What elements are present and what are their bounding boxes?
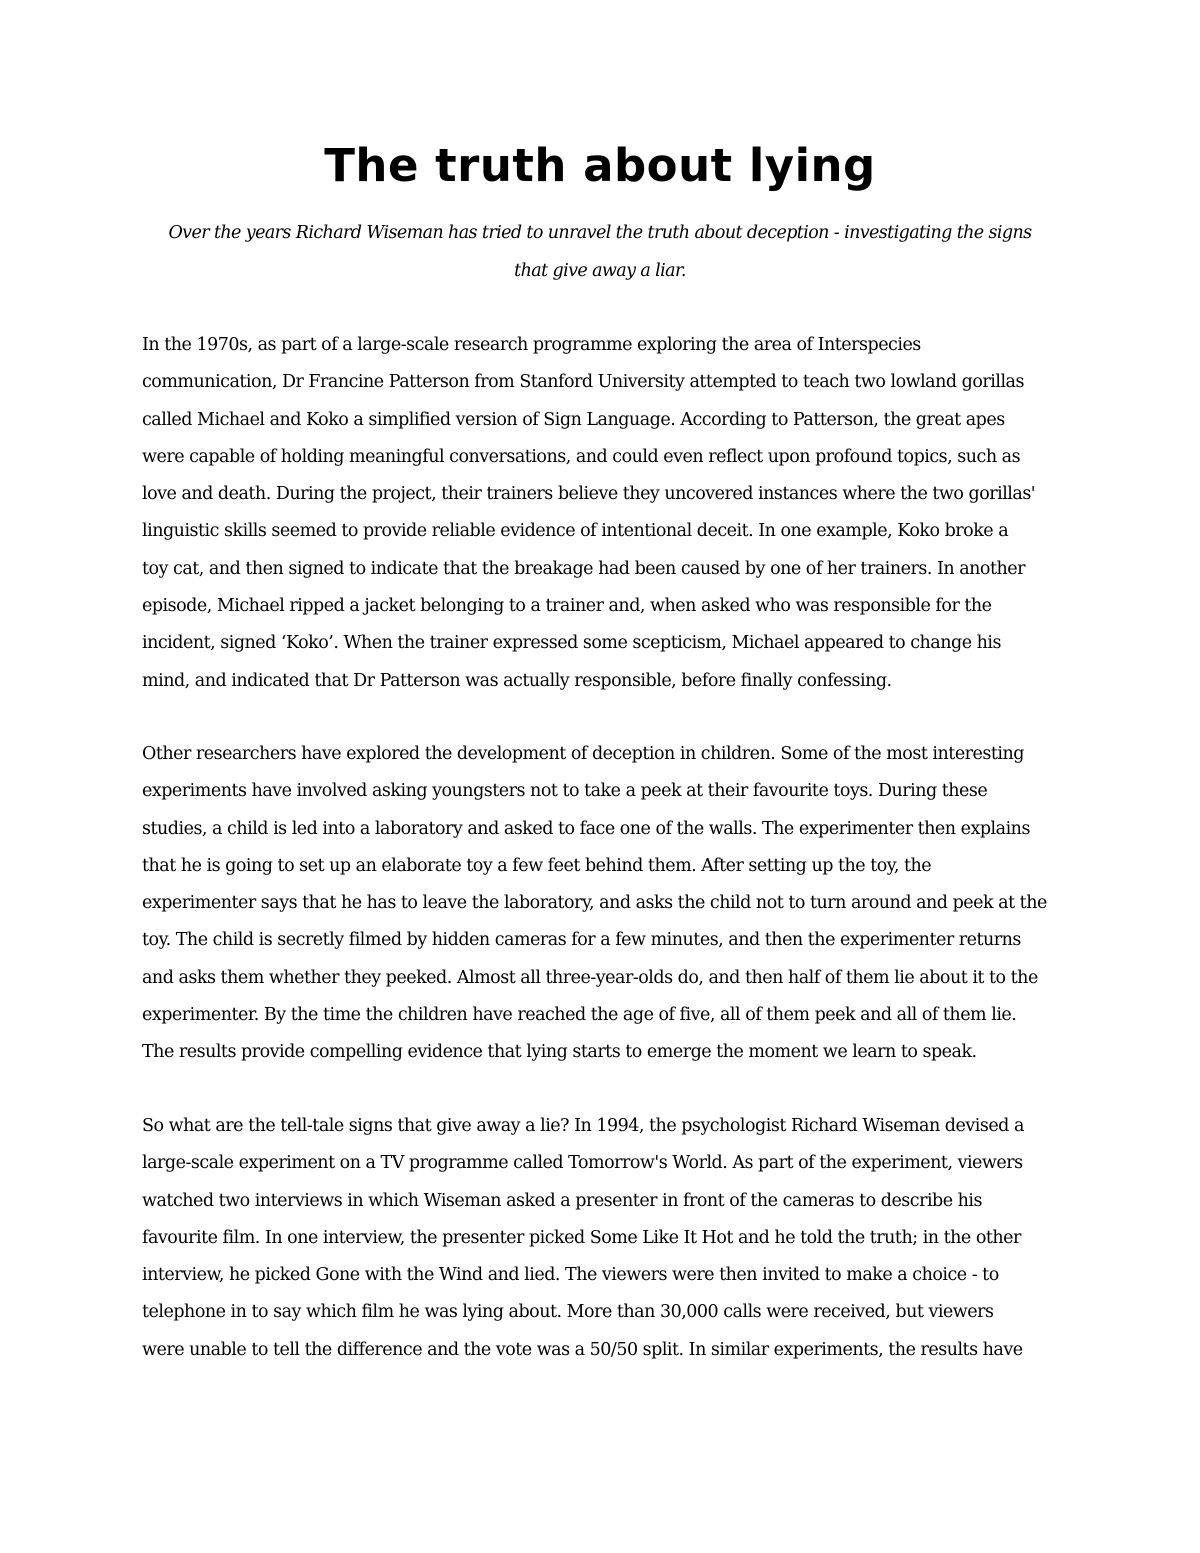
document-subtitle bbox=[140, 214, 1060, 290]
paragraph-line: were unable to tell the difference and the vote was a 50/50 split. In similar experiments, the results have bbox=[142, 1339, 1023, 1360]
paragraph-line: Other researchers have explored the development of deception in children. Some of the most interesting bbox=[142, 744, 1024, 764]
paragraph-line: called Michael and Koko a simplified version of Sign Language. According to Patterson, the great apes bbox=[142, 409, 1005, 430]
paragraph-line: experimenter. By the time the children have reached the age of five, all of them peek and all of them lie. bbox=[142, 1005, 1017, 1026]
document-title: The truth about lying bbox=[324, 139, 876, 192]
paragraph-line: In the 1970s, as part of a large-scale research programme exploring the area of Interspecies bbox=[142, 335, 921, 355]
subtitle-line: that give away a liar. bbox=[514, 261, 686, 281]
paragraph-line: and asks them whether they peeked. Almost all three-year-olds do, and then half of them lie about it to the bbox=[142, 967, 1038, 988]
paragraph-line: love and death. During the project, their trainers believe they uncovered instances where the two gorillas' bbox=[142, 484, 1036, 505]
paragraph-line: interview, he picked Gone with the Wind and lied. The viewers were then invited to make a choice - to bbox=[142, 1265, 999, 1286]
paragraph-line: telephone in to say which film he was lying about. More than 30,000 calls were received, but viewers bbox=[142, 1302, 994, 1323]
subtitle-line: Over the years Richard Wiseman has tried to unravel the truth about deception - investigating the signs bbox=[168, 223, 1032, 243]
paragraph-line: toy cat, and then signed to indicate that the breakage had been caused by one of her trainers. In another bbox=[142, 558, 1025, 579]
paragraph-line: mind, and indicated that Dr Patterson was actually responsible, before finally confessing. bbox=[142, 670, 892, 691]
paragraph-gorillas bbox=[142, 327, 1072, 700]
paragraph-line: linguistic skills seemed to provide reliable evidence of intentional deceit. In one example, Koko broke a bbox=[142, 521, 1009, 542]
paragraph-line: The results provide compelling evidence that lying starts to emerge the moment we learn to speak. bbox=[142, 1042, 977, 1063]
paragraph-line: experiments have involved asking youngsters not to take a peek at their favourite toys. During these bbox=[142, 781, 988, 802]
paragraph-line: studies, a child is led into a laboratory and asked to face one of the walls. The experimenter then explains bbox=[142, 818, 1030, 839]
paragraph-line: that he is going to set up an elaborate toy a few feet behind them. After setting up the toy, the bbox=[142, 855, 932, 876]
paragraph-line: watched two interviews in which Wiseman asked a presenter in front of the cameras to describe his bbox=[142, 1190, 983, 1211]
paragraph-line: toy. The child is secretly filmed by hidden cameras for a few minutes, and then the experimenter returns bbox=[142, 930, 1021, 951]
paragraph-line: communication, Dr Francine Patterson from Stanford University attempted to teach two lowland gorillas bbox=[142, 372, 1024, 393]
paragraph-children bbox=[142, 736, 1072, 1072]
paragraph-line: incident, signed ‘Koko’. When the trainer expressed some scepticism, Michael appeared to change his bbox=[142, 633, 1001, 654]
paragraph-line: experimenter says that he has to leave the laboratory, and asks the child not to turn around and peek at the bbox=[142, 893, 1047, 914]
paragraph-line: were capable of holding meaningful conversations, and could even reflect upon profound topics, such as bbox=[142, 446, 1021, 467]
paragraph-line: So what are the tell-tale signs that give away a lie? In 1994, the psychologist Richard Wiseman devised a bbox=[142, 1116, 1024, 1136]
paragraph-line: large-scale experiment on a TV programme called Tomorrow's World. As part of the experiment, viewers bbox=[142, 1153, 1023, 1174]
paragraph-line: episode, Michael ripped a jacket belonging to a trainer and, when asked who was responsible for the bbox=[142, 596, 992, 617]
paragraph-line: favourite film. In one interview, the presenter picked Some Like It Hot and he told the truth; in the other bbox=[142, 1227, 1021, 1248]
paragraph-experiment bbox=[142, 1108, 1072, 1369]
